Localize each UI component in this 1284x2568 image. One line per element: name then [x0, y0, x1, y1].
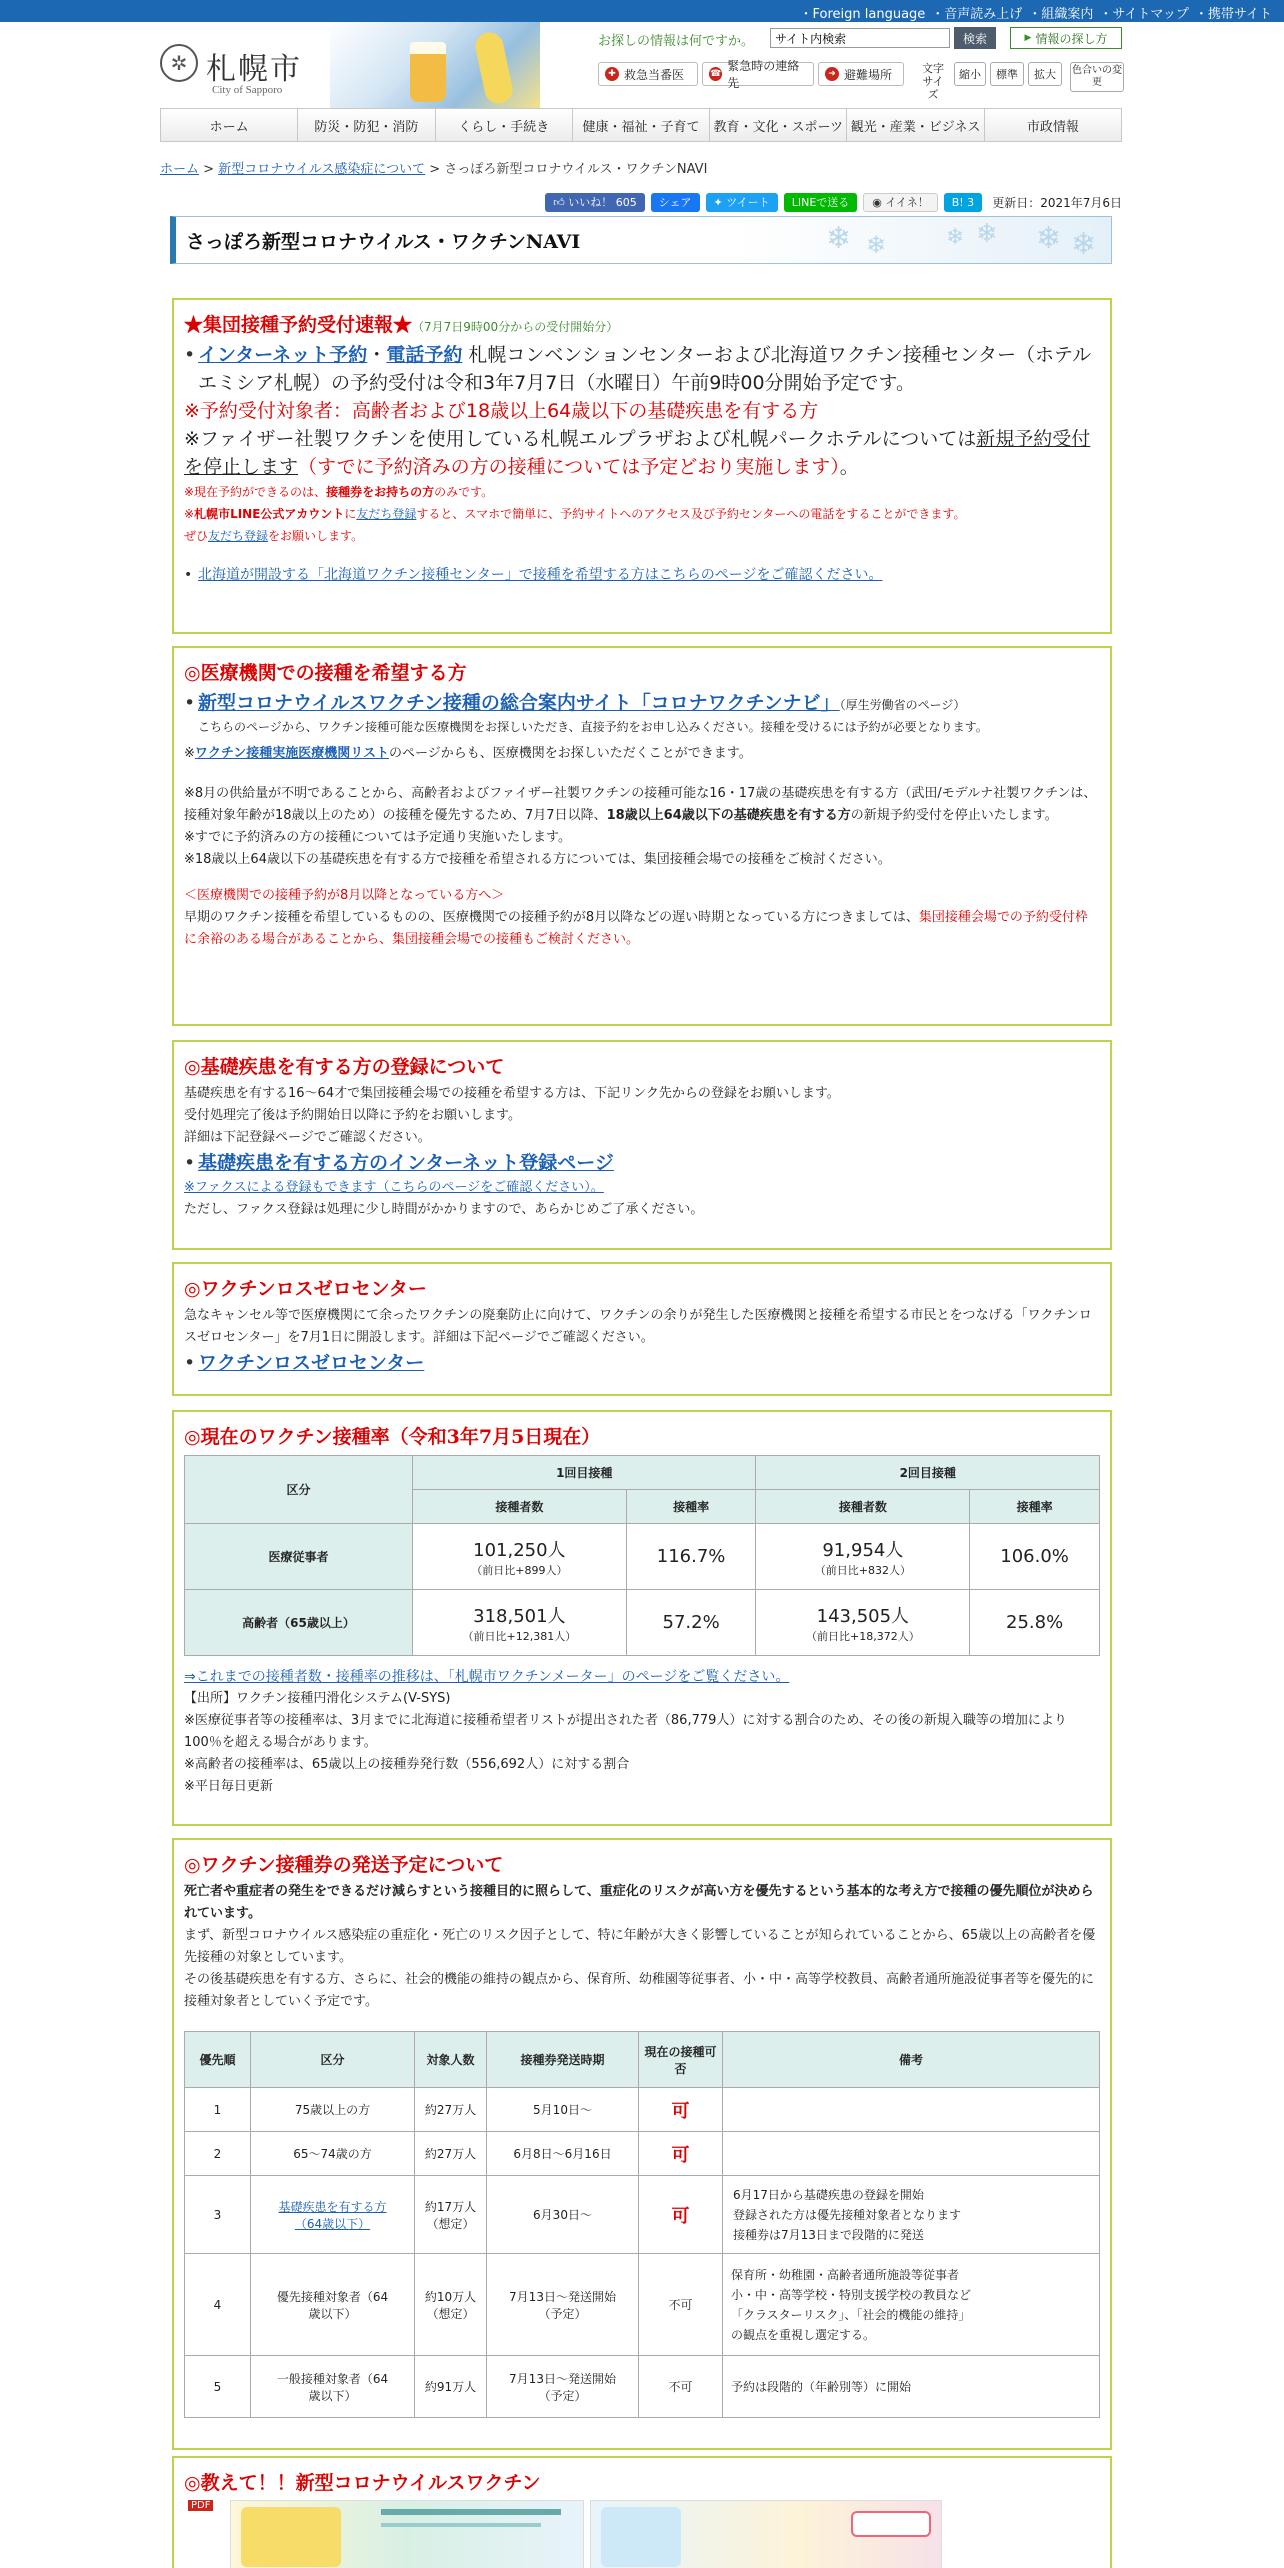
mixi-iine-label: イイネ！ — [885, 196, 929, 209]
rate-value: 106.0% — [970, 1524, 1100, 1590]
fax-note: ただし、ファクス登録は処理に少し時間がかかりますので、あらかじめご了承ください。 — [184, 1202, 704, 1217]
rate-section-title: ◎現在のワクチン接種率（令和3年7月5日現在） — [184, 1426, 601, 1448]
underlying-disease-section — [172, 1040, 1112, 1250]
updated-date: 更新日：2021年7月6日 — [992, 195, 1122, 210]
note-line — [184, 503, 1100, 525]
social-share-bar — [500, 192, 1122, 212]
count-cell — [756, 1590, 970, 1656]
source-note: 【出所】ワクチン接種円滑化システム(V-SYS) — [184, 1691, 451, 1706]
emergency-doctor-label: 救急当番医 — [624, 67, 685, 82]
facebook-like-button[interactable] — [545, 193, 645, 212]
phone-reservation-link[interactable]: 電話予約 — [386, 344, 463, 366]
ticket-schedule-table — [184, 2031, 1100, 2418]
nav-disaster[interactable]: 防災・防犯・消防 — [298, 109, 435, 141]
table-row — [185, 2254, 1100, 2356]
header-rate: 接種率 — [970, 1490, 1100, 1524]
pfizer-period: 。 — [839, 456, 859, 478]
navi-note: （厚生労働省のページ） — [839, 698, 966, 712]
nav-home[interactable]: ホーム — [161, 109, 298, 141]
vaccine-leaflet-thumbnail-1[interactable] — [230, 2500, 584, 2568]
priority-cell: 2 — [185, 2132, 251, 2176]
underlying-disease-table-link[interactable]: 基礎疾患を有する方（64歳以下） — [251, 2176, 415, 2254]
ticket-purpose-text: 死亡者や重症者の発生をできるだけ減らすという接種目的に照らして、重症化のリスクが高い方を優先するという基本的な考え方で接種の優先順位が決められています。 — [184, 1884, 1094, 1921]
pfizer-existing-text: （すでに予約済みの方の接種については予定どおり実施します） — [298, 456, 840, 478]
emergency-contact-button[interactable] — [702, 59, 814, 90]
utility-bar — [0, 0, 1284, 22]
availability-cell: 可 — [639, 2176, 723, 2254]
header-second-dose: 2回目接種 — [756, 1456, 1100, 1490]
facebook-share-button[interactable]: シェア — [651, 193, 700, 212]
header-category: 区分 — [185, 1456, 413, 1524]
august-note-b: 集団接種会場での予約受付枠に余裕のある場合があることから、集団接種会場での接種もご検討ください。 — [184, 910, 1088, 947]
priority-cell: 4 — [185, 2254, 251, 2356]
rate-value: 57.2% — [626, 1590, 756, 1656]
ship-date-cell: 5月10日～ — [487, 2088, 639, 2132]
disease-p3: 詳細は下記登録ページでご確認ください。 — [184, 1130, 431, 1145]
site-logo-title[interactable]: 札幌市 — [206, 52, 302, 87]
header-ship-date: 接種券発送時期 — [487, 2032, 639, 2088]
table-row — [185, 2176, 1100, 2254]
utility-links — [800, 3, 1273, 22]
how-to-find-button[interactable] — [1010, 27, 1122, 49]
note-ticket — [184, 481, 1100, 503]
nav-health[interactable]: 健康・福祉・子育て — [573, 109, 710, 141]
emergency-contact-label: 緊急時の連絡先 — [727, 59, 800, 90]
vaccination-rate-section — [172, 1410, 1112, 1826]
count-cell — [756, 1524, 970, 1590]
target-count-cell: 約10万人（想定） — [415, 2254, 487, 2356]
foreign-language-link[interactable]: ・Foreign language — [799, 7, 926, 22]
institution-list-a: ※ — [184, 746, 195, 761]
leaflet-illustration-icon — [241, 2507, 341, 2567]
qa-section — [172, 2456, 1112, 2568]
category-cell: 75歳以上の方 — [251, 2088, 415, 2132]
table-row — [185, 2088, 1100, 2132]
note-line-a: ※ — [184, 507, 195, 521]
availability-cell: 不可 — [639, 2254, 723, 2356]
institution-list-link[interactable]: ワクチン接種実施医療機関リスト — [194, 746, 389, 761]
fax-registration-link[interactable]: ※ファクスによる登録もできます（こちらのページをご確認ください）。 — [184, 1180, 604, 1195]
supply-note-text: ※8月の供給量が不明であることから、高齢者およびファイザー社製ワクチンの接種可能な16・17歳の基礎疾患を有する方（武田/モデルナ社製ワクチンは、接種対象年齢が18歳以上のため）の接種を優先するため、7月7日以降、 — [184, 786, 1097, 823]
breadcrumb-separator: > — [199, 162, 219, 177]
pdf-badge: PDF — [188, 2500, 213, 2511]
ship-date-cell: 6月8日～6月16日 — [487, 2132, 639, 2176]
running-person-icon: ➜ — [825, 67, 839, 81]
search-button[interactable]: 検索 — [954, 27, 996, 49]
header-count: 接種者数 — [756, 1490, 970, 1524]
availability-cell: 可 — [639, 2132, 723, 2176]
medical-section-title: ◎医療機関での接種を希望する方 — [184, 662, 467, 684]
hokkaido-center-link[interactable]: 北海道が開設する「北海道ワクチン接種センター」で接種を希望する方はこちらのページをご確認ください。 — [198, 567, 883, 583]
header-count: 接種者数 — [413, 1490, 627, 1524]
august-note — [184, 907, 1100, 951]
table-row — [185, 1590, 1100, 1656]
header-target-count: 対象人数 — [415, 2032, 487, 2088]
tweet-button[interactable] — [706, 193, 778, 212]
disease-p2: 受付処理完了後は予約開始日以降に予約をお願いします。 — [184, 1108, 521, 1123]
note-ticket-b: 接種券をお持ちの方 — [326, 485, 435, 499]
august-subtitle: ＜医療機関での接種予約が8月以降となっている方へ＞ — [184, 888, 505, 903]
august-note-a: 早期のワクチン接種を希望しているものの、医療機関での接種予約が8月以降などの遅い時期となっている方につきましては、 — [184, 910, 919, 925]
target-people-text: ※予約受付対象者：高齢者および18歳以上64歳以下の基礎疾患を有する方 — [184, 400, 819, 422]
nav-tourism[interactable]: 観光・産業・ビジネス — [847, 109, 984, 141]
count-diff: （前日比+18,372人） — [805, 1629, 920, 1643]
medical-icon: ✚ — [605, 67, 619, 81]
elderly-rate-note: ※高齢者の接種率は、65歳以上の接種券発行数（556,692人）に対する割合 — [184, 1757, 630, 1772]
group-vaccination-title-note: （7月7日9時00分からの受付開始分） — [412, 320, 619, 334]
search-label: お探しの情報は何ですか。 — [598, 34, 755, 49]
hokkaido-bullet — [184, 561, 1100, 589]
section-title — [184, 310, 1100, 337]
pfizer-notice — [184, 425, 1100, 481]
count-value: 318,501人 — [473, 1605, 566, 1627]
loss-zero-section — [172, 1262, 1112, 1396]
ticket-p1: まず、新型コロナウイルス感染症の重症化・死亡のリスク因子として、特に年齢が大きく影響していることが知られていることから、65歳以上の高齢者を優先接種の対象としています。 — [184, 1928, 1096, 1965]
evacuation-site-label: 避難場所 — [844, 67, 893, 82]
supply-note — [184, 783, 1100, 827]
header-availability: 現在の接種可否 — [639, 2032, 723, 2088]
navi-bullet — [184, 689, 1100, 717]
font-size-small-button[interactable]: 縮小 — [954, 62, 986, 86]
loss-zero-description: 急なキャンセル等で医療機関にて余ったワクチンの廃棄防止に向けて、ワクチンの余りが発生した医療機関と接種を希望する市民とをつなげる「ワクチンロスゼロセンター」を7月1日に開設します。詳細は下記ページでご確認ください。 — [184, 1308, 1092, 1345]
remarks-cell: 6月17日から基礎疾患の登録を開始 登録された方は優先接種対象者となります 接種券は7月13日まで段階的に発送 — [723, 2176, 1100, 2254]
voice-reading-link[interactable]: ・音声読み上げ — [931, 7, 1023, 22]
ticket-p2: その後基礎疾患を有する方、さらに、社会的機能の維持の観点から、保育所、幼稚園等従事者、小・中・高等学校教員、高齢者通所施設従事者等を優先的に接種対象者としていく予定です。 — [184, 1972, 1095, 2009]
header-category: 区分 — [251, 2032, 415, 2088]
header-banner-image — [330, 22, 540, 110]
count-diff: （前日比+899人） — [471, 1563, 568, 1577]
row-category: 高齢者（65歳以上） — [185, 1590, 413, 1656]
separator-dot: ・ — [367, 344, 387, 366]
breadcrumb-separator: > — [425, 162, 445, 177]
group-site-note: ※18歳以上64歳以下の基礎疾患を有する方で接種を希望される方については、集団接種会場での接種をご検討ください。 — [184, 852, 891, 867]
breadcrumb — [160, 158, 707, 177]
breadcrumb-current: さっぽろ新型コロナウイルス・ワクチンNAVI — [444, 162, 708, 177]
tweet-label: ツイート — [726, 196, 770, 209]
twitter-bird-icon: ✦ — [713, 195, 723, 209]
remarks-cell: 保育所・幼稚園・高齢者通所施設等従事者 小・中・高等学校・特別支援学校の教員など 「クラスターリスク」、「社会的機能の維持」 の観点を重視し選定する。 — [723, 2254, 1100, 2356]
site-header — [0, 22, 1284, 110]
font-size-standard-button[interactable]: 標準 — [990, 62, 1024, 86]
reservation-start-text: 令和3年7月7日（水曜日）午前9時00分開始予定です。 — [445, 372, 916, 394]
internet-reservation-link[interactable]: インターネット予約 — [198, 344, 368, 366]
thumbs-up-icon: 👍︎ — [553, 195, 565, 209]
header-remarks: 備考 — [723, 2032, 1100, 2088]
count-diff: （前日比+12,381人） — [462, 1629, 577, 1643]
group-vaccination-section — [172, 298, 1112, 634]
disease-link-bullet — [184, 1149, 1100, 1177]
availability-cell: 不可 — [639, 2356, 723, 2418]
qa-section-title: ◎教えて！！新型コロナウイルスワクチン — [184, 2472, 541, 2494]
target-count-cell: 約17万人（想定） — [415, 2176, 487, 2254]
line-friend-link-2[interactable]: 友だち登録 — [208, 529, 269, 543]
remarks-cell — [723, 2088, 1100, 2132]
search-input[interactable] — [770, 28, 950, 48]
pfizer-text: ※ファイザー社製ワクチンを使用している札幌エルプラザおよび札幌パークホテルについては — [184, 428, 977, 450]
leaflet-illustration-icon — [601, 2507, 681, 2567]
font-size-large-button[interactable]: 拡大 — [1028, 62, 1062, 86]
supply-note-bold: 18歳以上64歳以下の基礎疾患を有する方 — [606, 808, 851, 823]
rate-value: 25.8% — [970, 1590, 1100, 1656]
note-line-b: 札幌市LINE公式アカウント — [194, 507, 345, 521]
hatena-bookmark-button[interactable]: B! 3 — [944, 193, 982, 212]
note-line-d: すると、スマホで簡単に、予約サイトへのアクセス及び予約センターへの電話をすることができます。 — [416, 507, 966, 521]
remarks-cell — [723, 2132, 1100, 2176]
snowflake-icon: ❄ — [866, 231, 887, 259]
pfizer-stop-link[interactable]: 新規予約受付を停止します — [184, 428, 1091, 478]
reserved-note: ※すでに予約済みの方の接種については予定通り実施いたします。 — [184, 830, 571, 845]
mixi-icon: ◉ — [872, 195, 882, 209]
note-line-please — [184, 525, 1100, 547]
emergency-doctor-button[interactable] — [598, 62, 698, 86]
corona-vaccine-navi-link[interactable]: 新型コロナウイルスワクチン接種の総合案内サイト「コロナワクチンナビ」 — [198, 692, 840, 714]
disease-registration-link[interactable]: 基礎疾患を有する方のインターネット登録ページ — [198, 1152, 614, 1174]
count-diff: （前日比+832人） — [814, 1563, 911, 1577]
font-size-label: 文字サイズ — [922, 62, 944, 101]
site-logo-subtitle: City of Sapporo — [212, 84, 283, 96]
note-please-a: ぜひ — [184, 529, 209, 543]
note-ticket-c: のみです。 — [434, 485, 494, 499]
navi-description: こちらのページから、ワクチン接種可能な医療機関をお探しいただき、直接予約をお申し込みください。接種を受けるには予約が必要となります。 — [198, 720, 988, 734]
target-count-cell: 約27万人 — [415, 2132, 487, 2176]
category-cell: 65～74歳の方 — [251, 2132, 415, 2176]
count-value: 101,250人 — [473, 1539, 566, 1561]
corn-illustration-icon — [473, 30, 515, 106]
table-row — [185, 2356, 1100, 2418]
vaccine-meter-link[interactable]: ⇒これまでの接種者数・接種率の推移は、「札幌市ワクチンメーター」のページをご覧ください。 — [184, 1669, 790, 1685]
ship-date-cell: 7月13日～発送開始（予定） — [487, 2356, 639, 2418]
loss-zero-link[interactable]: ワクチンロスゼロセンター — [198, 1352, 425, 1374]
nav-education[interactable]: 教育・文化・スポーツ — [710, 109, 847, 141]
category-cell: 優先接種対象者（64歳以下） — [251, 2254, 415, 2356]
snowflake-icon: ❄ — [826, 221, 852, 256]
note-line-c: に — [344, 507, 357, 521]
page-title: さっぽろ新型コロナウイルス・ワクチンNAVI — [186, 230, 581, 253]
nav-living[interactable]: くらし・手続き — [436, 109, 573, 141]
ship-date-cell: 6月30日～ — [487, 2176, 639, 2254]
header-priority: 優先順 — [185, 2032, 251, 2088]
disease-section-title: ◎基礎疾患を有する方の登録について — [184, 1056, 505, 1078]
institution-list-note — [184, 743, 1100, 765]
page-title-bar — [170, 216, 1112, 264]
priority-cell: 1 — [185, 2088, 251, 2132]
count-cell — [413, 1590, 627, 1656]
global-nav — [160, 108, 1122, 142]
mixi-iine-button[interactable] — [863, 193, 937, 212]
header-first-dose: 1回目接種 — [413, 1456, 756, 1490]
supply-note-end: の新規予約受付を停止いたします。 — [850, 808, 1058, 823]
beer-illustration-icon — [410, 42, 446, 102]
availability-cell: 可 — [639, 2088, 723, 2132]
breadcrumb-parent[interactable]: 新型コロナウイルス感染症について — [218, 162, 426, 177]
ticket-schedule-section — [172, 1838, 1112, 2450]
reservation-bullet — [184, 341, 1100, 397]
priority-cell: 3 — [185, 2176, 251, 2254]
snowflake-icon: ❄ — [946, 225, 965, 250]
line-friend-link[interactable]: 友だち登録 — [356, 507, 417, 521]
how-to-find-label: 情報の探し方 — [1035, 31, 1108, 46]
note-please-b: をお願いします。 — [268, 529, 364, 543]
city-crest-icon[interactable]: ✲ — [160, 44, 198, 82]
header-rate: 接種率 — [626, 1490, 756, 1524]
row-category: 医療従事者 — [185, 1524, 413, 1590]
vaccination-rate-table — [184, 1455, 1100, 1656]
breadcrumb-home[interactable]: ホーム — [160, 162, 200, 177]
phone-icon: ☎ — [710, 69, 722, 79]
snowflake-icon: ❄ — [1036, 221, 1062, 256]
ship-date-cell: 7月13日～発送開始（予定） — [487, 2254, 639, 2356]
count-value: 91,954人 — [822, 1539, 904, 1561]
evacuation-site-button[interactable] — [818, 62, 904, 86]
snowflake-icon: ❄ — [976, 219, 998, 249]
priority-cell: 5 — [185, 2356, 251, 2418]
medical-rate-note: ※医療従事者等の接種率は、3月までに北海道に接種希望者リストが提出された者（86,779人）に対する割合のため、その後の新規入職等の増加により100％を超える場合があります。 — [184, 1713, 1067, 1750]
note-ticket-a: ※現在予約ができるのは、 — [184, 485, 327, 499]
target-count-cell: 約27万人 — [415, 2088, 487, 2132]
group-vaccination-title: ★集団接種予約受付速報★ — [184, 314, 413, 336]
table-row — [185, 1524, 1100, 1590]
organization-link[interactable]: ・組織案内 — [1028, 7, 1094, 22]
ticket-section-title: ◎ワクチン接種券の発送予定について — [184, 1854, 504, 1876]
table-row — [185, 2132, 1100, 2176]
facebook-like-label: いいね！ 605 — [568, 196, 637, 209]
count-cell — [413, 1524, 627, 1590]
disease-p1: 基礎疾患を有する16～64才で集団接種会場での接種を希望する方は、下記リンク先からの登録をお願いします。 — [184, 1086, 840, 1101]
target-count-cell: 約91万人 — [415, 2356, 487, 2418]
snowflake-icon: ❄ — [1071, 227, 1097, 262]
arrow-right-icon: ▶ — [1024, 33, 1032, 43]
mobile-site-link[interactable]: ・携帯サイト — [1194, 7, 1272, 22]
vaccine-leaflet-thumbnail-2[interactable] — [590, 2500, 942, 2568]
loss-zero-title: ◎ワクチンロスゼロセンター — [184, 1278, 427, 1300]
loss-zero-bullet — [184, 1349, 1100, 1377]
remarks-cell: 予約は段階的（年齢別等）に開始 — [723, 2356, 1100, 2418]
sitemap-link[interactable]: ・サイトマップ — [1099, 7, 1189, 22]
update-note: ※平日毎日更新 — [184, 1779, 273, 1794]
color-change-button[interactable]: 色合いの変更 — [1070, 62, 1124, 92]
rate-value: 116.7% — [626, 1524, 756, 1590]
nav-city-info[interactable]: 市政情報 — [1026, 119, 1079, 135]
reservation-text: 札幌コンベンションセンターおよび北海道ワクチン接種センター（ホテルエミシア札幌）の予約受付は — [198, 344, 1092, 394]
category-cell: 一般接種対象者（64歳以下） — [251, 2356, 415, 2418]
count-value: 143,505人 — [816, 1605, 910, 1627]
institution-list-b: のページからも、医療機関をお探しいただくことができます。 — [389, 746, 752, 761]
line-share-button[interactable]: LINEで送る — [784, 193, 858, 212]
medical-institution-section — [172, 646, 1112, 1026]
